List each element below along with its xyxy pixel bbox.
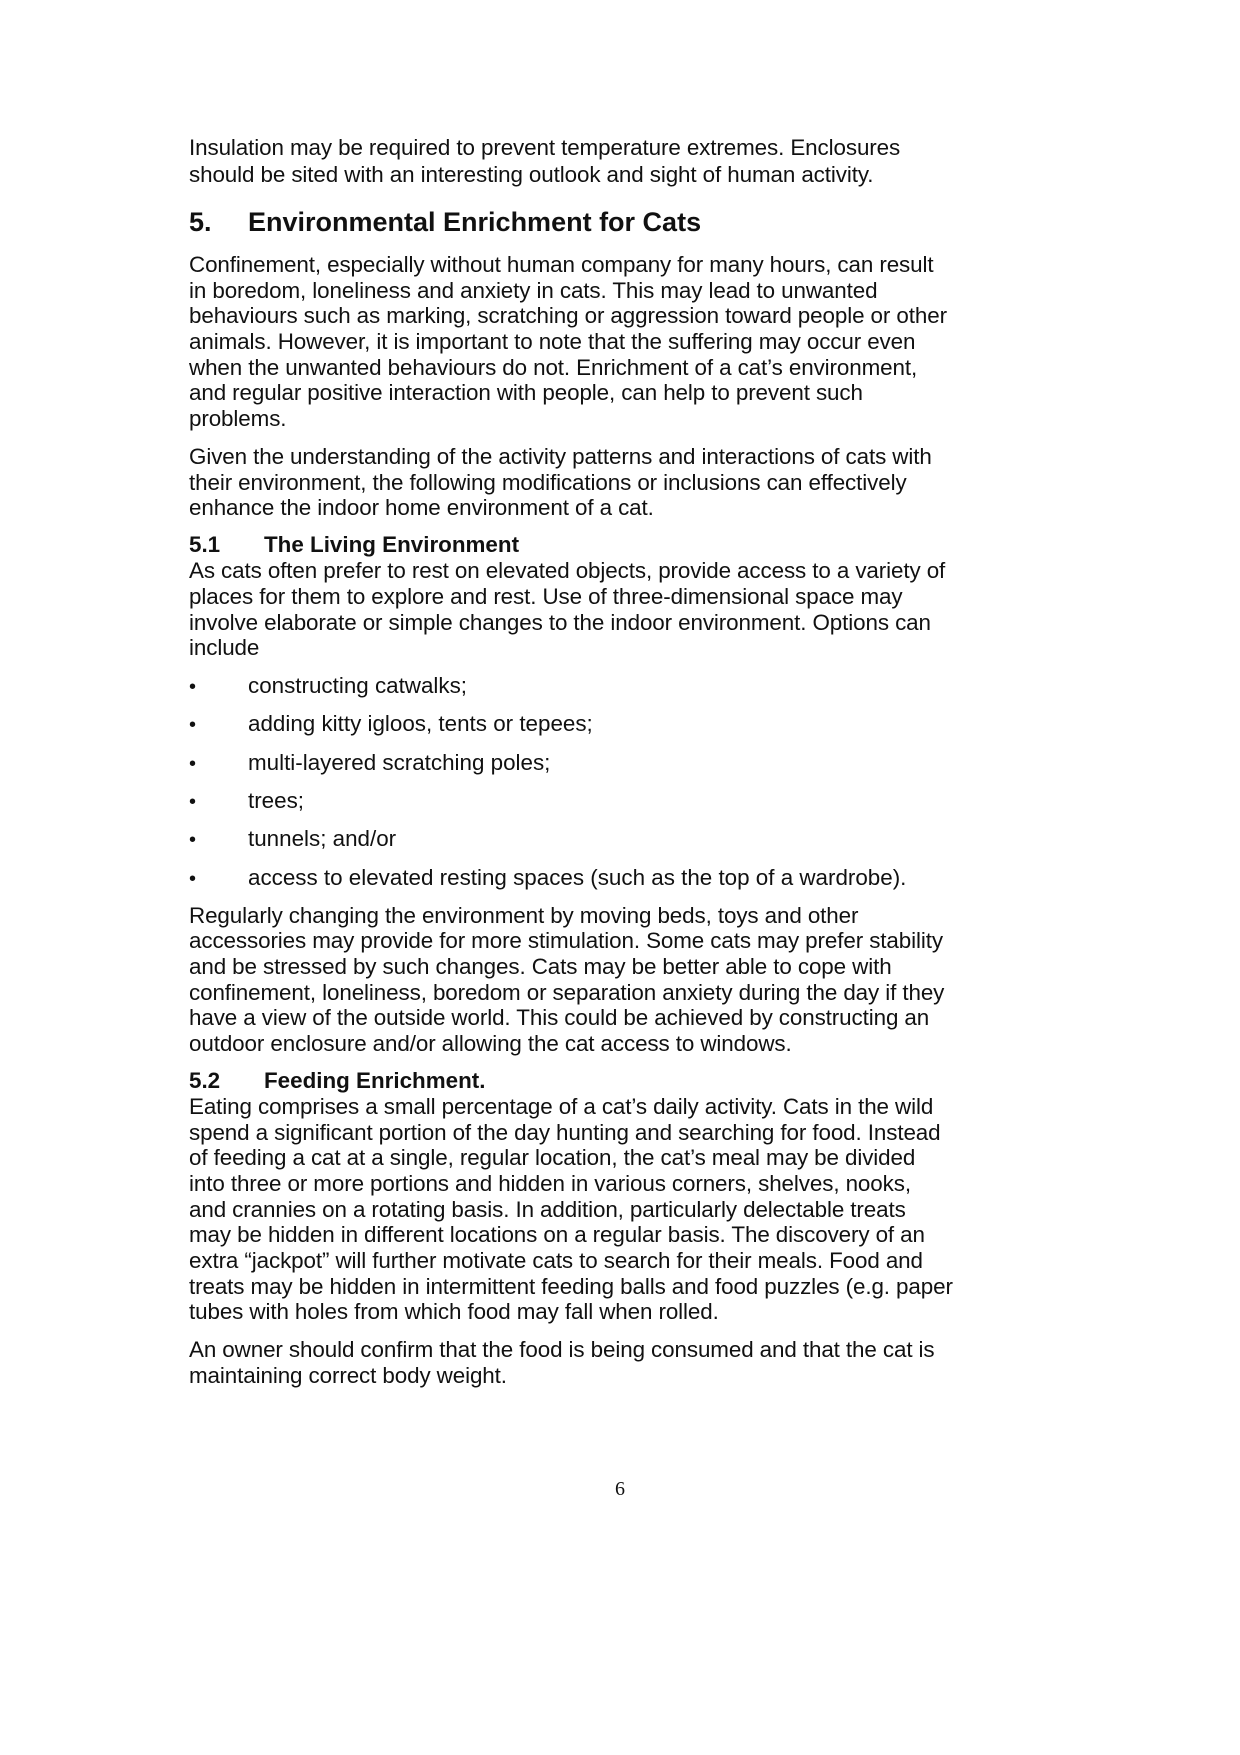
section-number: 5.2: [189, 1068, 221, 1093]
text-line: Given the understanding of the activity patterns and interactions of cats with: [189, 444, 932, 469]
list-item-text: constructing catwalks;: [248, 673, 468, 698]
section-title: Feeding Enrichment.: [264, 1068, 486, 1093]
section-title: The Living Environment: [264, 532, 520, 557]
text-line: in boredom, loneliness and anxiety in cats. This may lead to unwanted: [189, 278, 878, 303]
bullet-icon: •: [189, 829, 197, 851]
section-5-2-heading: [189, 1067, 485, 1096]
text-line: involve elaborate or simple changes to the indoor environment. Options can: [189, 610, 931, 635]
section-5-heading: [189, 208, 701, 237]
text-line: Insulation may be required to prevent temperature extremes. Enclosures: [189, 135, 901, 160]
text-line: Confinement, especially without human company for many hours, can result: [189, 252, 934, 277]
list-item: [189, 710, 593, 740]
list-item: [189, 825, 396, 855]
text-line: tubes with holes from which food may fall when rolled.: [189, 1299, 719, 1324]
text-line: their environment, the following modifications or inclusions can effectively: [189, 470, 907, 495]
section-5-1-heading: [189, 531, 519, 560]
text-line: spend a significant portion of the day hunting and searching for food. Instead: [189, 1120, 941, 1145]
text-line: problems.: [189, 406, 287, 431]
text-line: when the unwanted behaviours do not. Enrichment of a cat’s environment,: [189, 355, 918, 380]
text-line: may be hidden in different locations on a regular basis. The discovery of an: [189, 1222, 925, 1247]
text-line: behaviours such as marking, scratching or aggression toward people or other: [189, 303, 947, 328]
list-item-text: multi-layered scratching poles;: [248, 750, 551, 775]
text-line: Regularly changing the environment by moving beds, toys and other: [189, 903, 859, 928]
text-line: confinement, loneliness, boredom or separation anxiety during the day if they: [189, 980, 945, 1005]
list-item: [189, 672, 467, 702]
page-number: 6: [615, 1478, 625, 1500]
text-line: should be sited with an interesting outlook and sight of human activity.: [189, 162, 874, 187]
text-line: include: [189, 635, 260, 660]
text-line: extra “jackpot” will further motivate cats to search for their meals. Food and: [189, 1248, 923, 1273]
text-line: An owner should confirm that the food is being consumed and that the cat is: [189, 1337, 935, 1362]
bullet-icon: •: [189, 676, 197, 698]
text-line: maintaining correct body weight.: [189, 1363, 507, 1388]
section-number: 5.: [189, 207, 212, 237]
list-item-text: adding kitty igloos, tents or tepees;: [248, 711, 593, 736]
list-item-text: trees;: [248, 788, 304, 813]
list-item: [189, 787, 304, 817]
text-line: and crannies on a rotating basis. In addition, particularly delectable treats: [189, 1197, 906, 1222]
bullet-icon: •: [189, 714, 197, 736]
text-line: into three or more portions and hidden in various corners, shelves, nooks,: [189, 1171, 911, 1196]
text-line: places for them to explore and rest. Use of three-dimensional space may: [189, 584, 903, 609]
text-line: of feeding a cat at a single, regular location, the cat’s meal may be divided: [189, 1145, 916, 1170]
list-item: [189, 749, 550, 779]
text-line: and regular positive interaction with people, can help to prevent such: [189, 380, 863, 405]
list-item-text: tunnels; and/or: [248, 826, 397, 851]
text-line: enhance the indoor home environment of a cat.: [189, 495, 654, 520]
text-line: have a view of the outside world. This could be achieved by constructing an: [189, 1005, 930, 1030]
text-line: As cats often prefer to rest on elevated objects, provide access to a variety of: [189, 558, 946, 583]
text-line: accessories may provide for more stimulation. Some cats may prefer stability: [189, 928, 943, 953]
text-line: outdoor enclosure and/or allowing the cat access to windows.: [189, 1031, 792, 1056]
bullet-icon: •: [189, 791, 197, 813]
text-line: Eating comprises a small percentage of a cat’s daily activity. Cats in the wild: [189, 1094, 934, 1119]
bullet-icon: •: [189, 753, 197, 775]
text-line: treats may be hidden in intermittent feeding balls and food puzzles (e.g. paper: [189, 1274, 953, 1299]
list-item-text: access to elevated resting spaces (such as the top of a wardrobe).: [248, 865, 907, 890]
section-title: Environmental Enrichment for Cats: [248, 207, 702, 237]
section-number: 5.1: [189, 532, 221, 557]
list-item: [189, 864, 906, 894]
text-line: and be stressed by such changes. Cats may be better able to cope with: [189, 954, 892, 979]
text-line: animals. However, it is important to note that the suffering may occur even: [189, 329, 916, 354]
bullet-icon: •: [189, 868, 197, 890]
